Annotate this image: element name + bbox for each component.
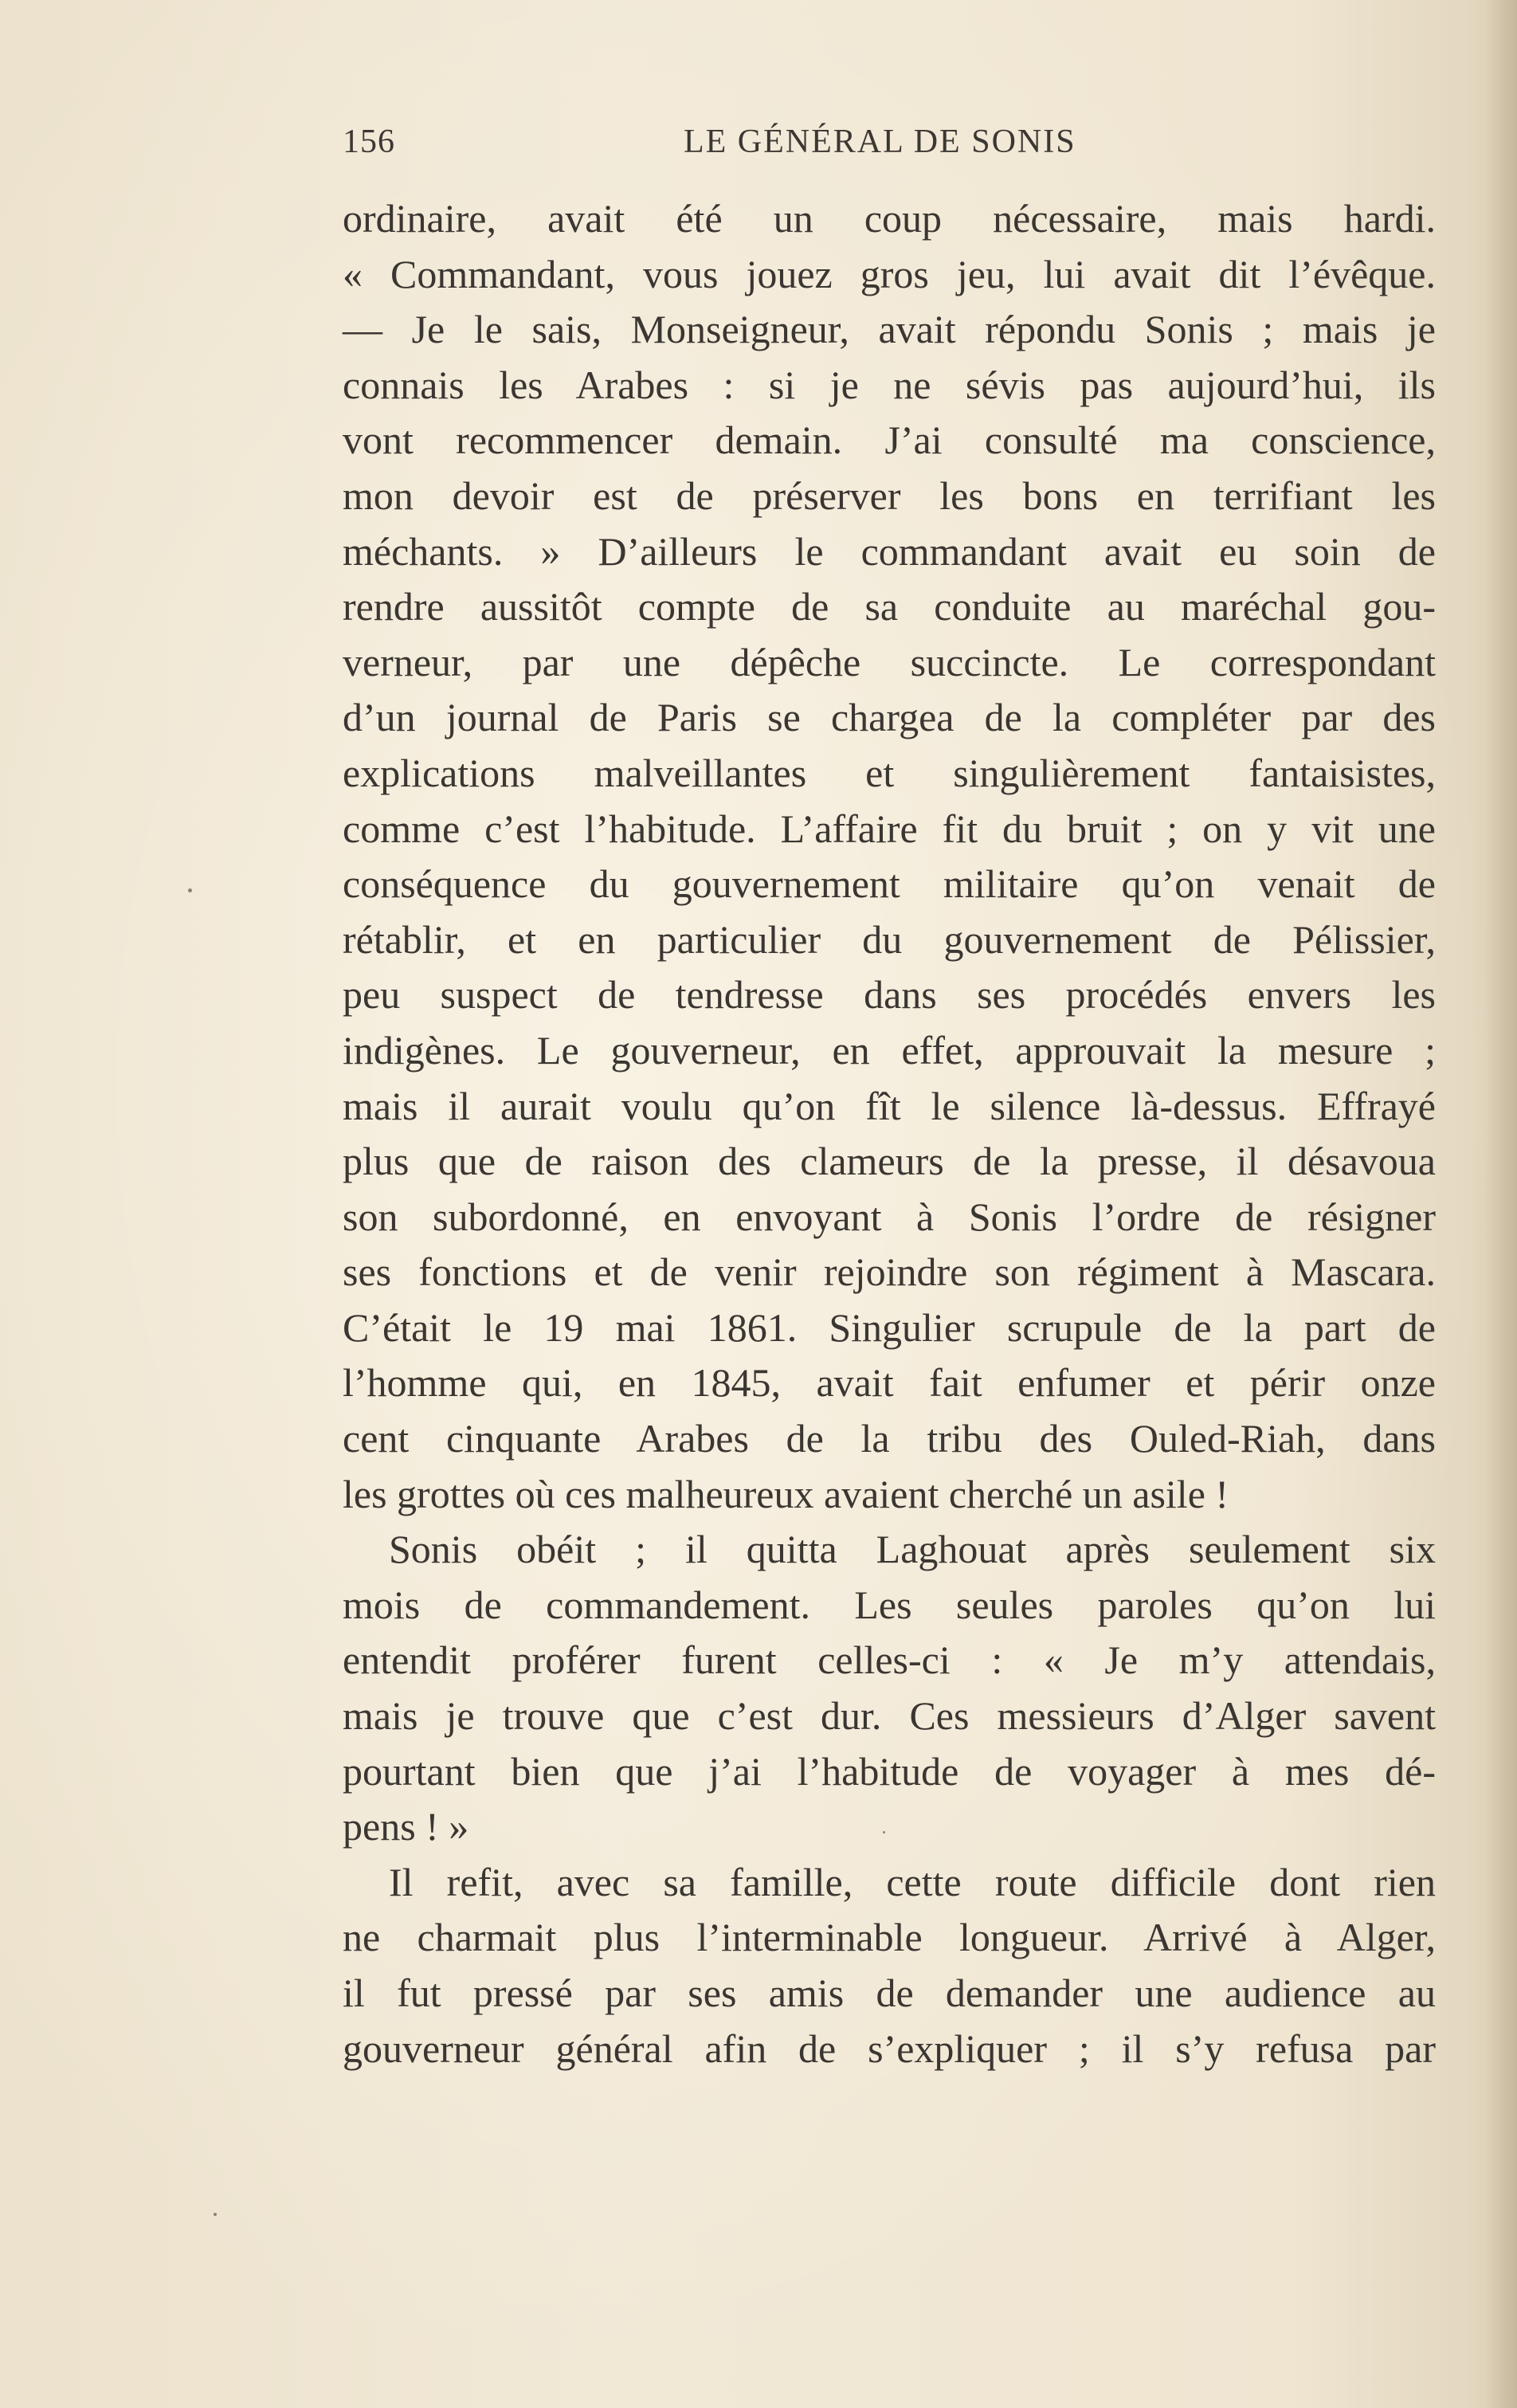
text-line: explications malveillantes et singulièrement fantaisistes,: [343, 750, 1436, 795]
text-line: d’un journal de Paris se chargea de la compléter par des: [343, 695, 1436, 740]
text-line: ordinaire, avait été un coup nécessaire, mais hardi.: [343, 196, 1436, 241]
paper-speck: [883, 1831, 885, 1833]
running-header: [343, 123, 1437, 167]
text-line: entendit proférer furent celles-ci : « Je m’y attendais,: [343, 1637, 1436, 1683]
text-line: les grottes où ces malheureux avaient cherché un asile !: [343, 1471, 1229, 1516]
text-line: l’homme qui, en 1845, avait fait enfumer et périr onze: [343, 1360, 1436, 1406]
text-line: plus que de raison des clameurs de la presse, il désavoua: [343, 1139, 1436, 1184]
text-line: Sonis obéit ; il quitta Laghouat après seulement six: [389, 1527, 1436, 1572]
text-line: « Commandant, vous jouez gros jeu, lui avait dit l’évêque.: [343, 251, 1436, 296]
text-line: pens ! »: [343, 1804, 469, 1849]
text-line: méchants. » D’ailleurs le commandant avait eu soin de: [343, 528, 1436, 574]
text-line: conséquence du gouvernement militaire qu’on venait de: [343, 861, 1436, 907]
text-line: connais les Arabes : si je ne sévis pas aujourd’hui, ils: [343, 362, 1436, 407]
text-line: indigènes. Le gouverneur, en effet, approuvait la mesure ;: [343, 1027, 1436, 1073]
text-line: C’était le 19 mai 1861. Singulier scrupule de la part de: [343, 1304, 1436, 1350]
text-line: son subordonné, en envoyant à Sonis l’ordre de résigner: [343, 1194, 1436, 1239]
page-number: 156: [343, 124, 395, 160]
text-line: — Je le sais, Monseigneur, avait répondu Sonis ; mais je: [343, 307, 1436, 352]
text-line: mois de commandement. Les seules paroles qu’on lui: [343, 1582, 1436, 1627]
text-line: pourtant bien que j’ai l’habitude de voyager à mes dé-: [343, 1748, 1436, 1794]
text-line: Il refit, avec sa famille, cette route difficile dont rien: [389, 1859, 1436, 1904]
text-line: cent cinquante Arabes de la tribu des Ouled-Riah, dans: [343, 1416, 1436, 1461]
paper-speck: [214, 2213, 217, 2216]
text-line: peu suspect de tendresse dans ses procédés envers les: [343, 972, 1436, 1018]
body-text: [343, 191, 1436, 2077]
text-line: comme c’est l’habitude. L’affaire fit du bruit ; on y vit une: [343, 806, 1436, 851]
text-line: rendre aussitôt compte de sa conduite au maréchal gou-: [343, 584, 1436, 629]
text-line: gouverneur général afin de s’expliquer ; il s’y refusa par: [343, 2026, 1436, 2071]
running-title: LE GÉNÉRAL DE SONIS: [684, 124, 1076, 160]
text-line: vont recommencer demain. J’ai consulté ma conscience,: [343, 418, 1436, 463]
text-line: mais il aurait voulu qu’on fît le silence là-dessus. Effrayé: [343, 1083, 1436, 1128]
page-edge-shadow: [1485, 0, 1517, 2408]
text-line: il fut pressé par ses amis de demander une audience au: [343, 1971, 1436, 2015]
paper-speck: [188, 888, 192, 892]
text-line: mais je trouve que c’est dur. Ces messieurs d’Alger savent: [343, 1693, 1436, 1739]
text-line: rétablir, et en particulier du gouvernement de Pélissier,: [343, 916, 1436, 962]
text-line: ne charmait plus l’interminable longueur. Arrivé à Alger,: [343, 1915, 1436, 1960]
text-line: mon devoir est de préserver les bons en terrifiant les: [343, 473, 1436, 518]
text-line: verneur, par une dépêche succincte. Le correspondant: [343, 639, 1436, 684]
text-line: ses fonctions et de venir rejoindre son régiment à Mascara.: [343, 1249, 1436, 1295]
